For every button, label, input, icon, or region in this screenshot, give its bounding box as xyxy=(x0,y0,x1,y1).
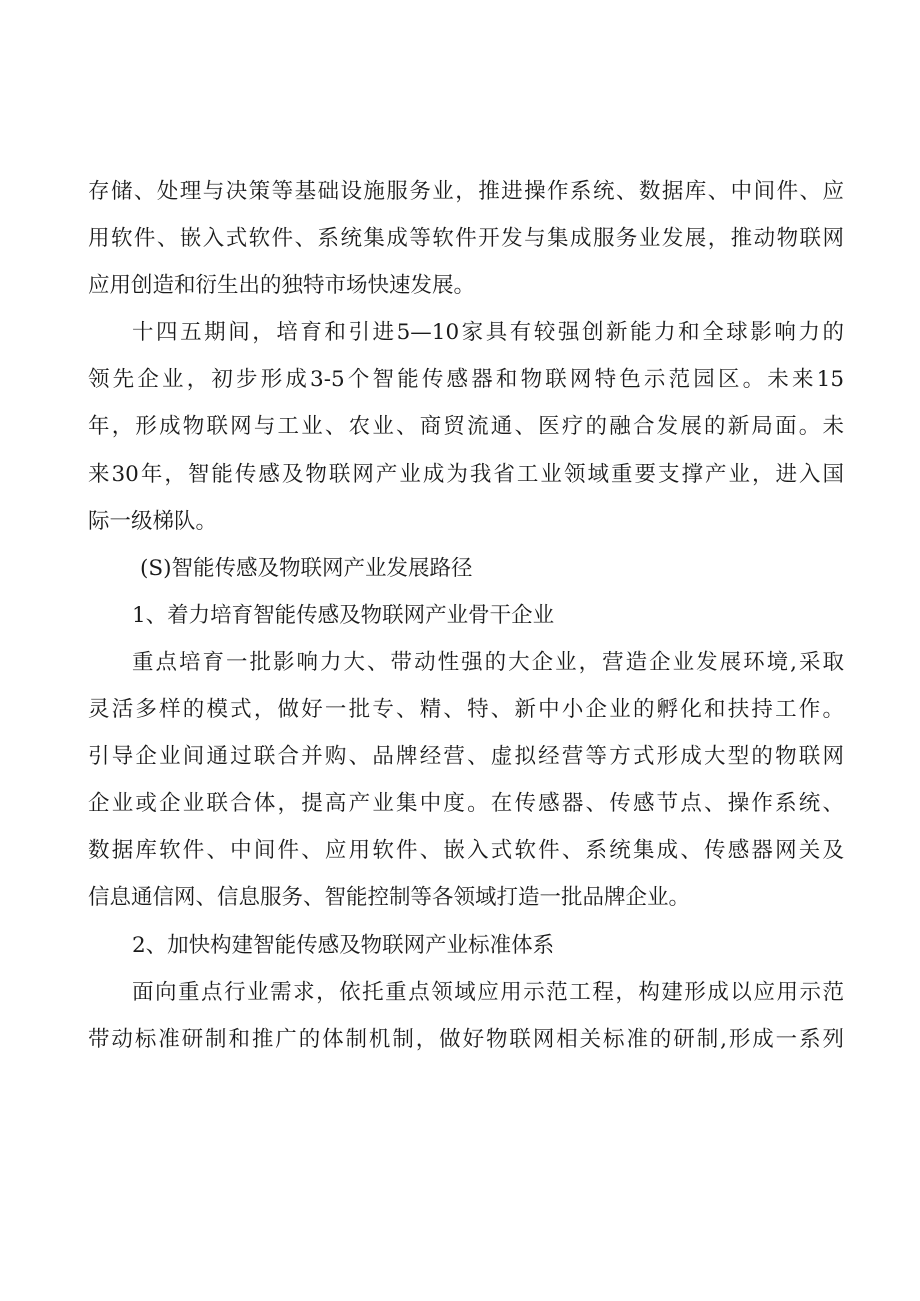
paragraph-line: 面向重点行业需求，依托重点领域应用示范工程，构建形成以应用示范 xyxy=(132,979,844,1005)
paragraph-line: 际一级梯队。 xyxy=(88,508,218,534)
paragraph-line: 信息通信网、信息服务、智能控制等各领域打造一批品牌企业。 xyxy=(88,885,691,911)
subsection-heading: 2、加快构建智能传感及物联网产业标准体系 xyxy=(132,932,555,958)
paragraph-line: 引导企业间通过联合并购、品牌经营、虚拟经营等方式形成大型的物联网 xyxy=(88,744,844,770)
paragraph-line: 企业或企业联合体，提高产业集中度。在传感器、传感节点、操作系统、 xyxy=(88,791,844,817)
paragraph-line: 存储、处理与决策等基础设施服务业，推进操作系统、数据库、中间件、应 xyxy=(88,179,844,204)
section-heading: (S)智能传感及物联网产业发展路径 xyxy=(140,555,473,581)
paragraph-line: 灵活多样的模式，做好一批专、精、特、新中小企业的孵化和扶持工作。 xyxy=(88,697,844,723)
document-body xyxy=(88,168,844,1063)
paragraph-line: 十四五期间，培育和引进5—10家具有较强创新能力和全球影响力的 xyxy=(132,320,844,346)
paragraph-line: 带动标准研制和推广的体制机制，做好物联网相关标准的研制,形成一系列 xyxy=(88,1026,844,1052)
paragraph-line: 数据库软件、中间件、应用软件、嵌入式软件、系统集成、传感器网关及 xyxy=(88,838,844,864)
paragraph-line: 年，形成物联网与工业、农业、商贸流通、医疗的融合发展的新局面。未 xyxy=(88,414,844,440)
paragraph-line: 重点培育一批影响力大、带动性强的大企业，营造企业发展环境,采取 xyxy=(132,649,844,675)
paragraph-line: 应用创造和衍生出的独特市场快速发展。 xyxy=(88,273,476,299)
paragraph-line: 来30年，智能传感及物联网产业成为我省工业领域重要支撑产业，进入国 xyxy=(88,461,844,487)
paragraph-line: 用软件、嵌入式软件、系统集成等软件开发与集成服务业发展，推动物联网 xyxy=(88,226,844,252)
subsection-heading: 1、着力培育智能传感及物联网产业骨干企业 xyxy=(132,602,555,628)
paragraph-line: 领先企业，初步形成3-5个智能传感器和物联网特色示范园区。未来15 xyxy=(88,367,844,393)
